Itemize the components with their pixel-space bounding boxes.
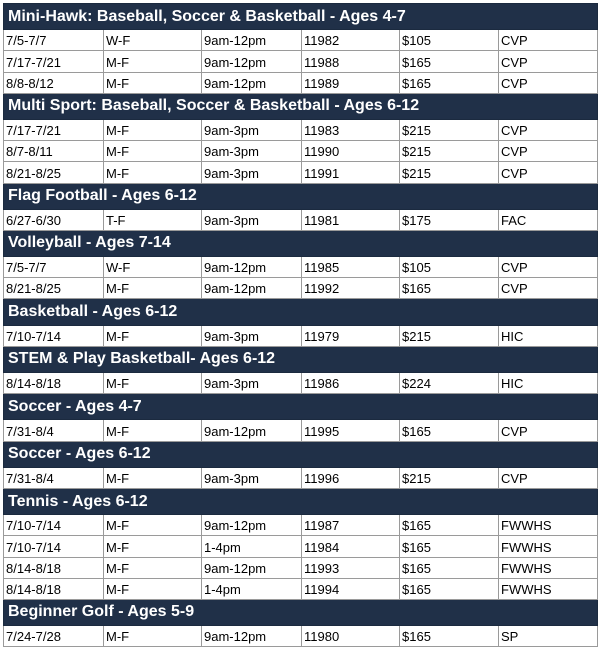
section-header-row	[4, 394, 598, 420]
date-cell: 8/8-8/12	[4, 72, 104, 93]
price-cell: $165	[400, 515, 499, 536]
section-header-row	[4, 599, 598, 625]
days-cell: M-F	[104, 373, 202, 394]
table-row	[4, 420, 598, 441]
days-cell: T-F	[104, 209, 202, 230]
section-title: Basketball - Ages 6-12	[4, 299, 598, 325]
price-cell: $165	[400, 278, 499, 299]
section-title: Beginner Golf - Ages 5-9	[4, 599, 598, 625]
price-cell: $105	[400, 257, 499, 278]
table-row	[4, 162, 598, 183]
date-cell: 8/21-8/25	[4, 162, 104, 183]
location-cell: CVP	[499, 51, 598, 72]
table-row	[4, 72, 598, 93]
table-row	[4, 578, 598, 599]
price-cell: $215	[400, 467, 499, 488]
course-number-cell: 11981	[302, 209, 400, 230]
table-row	[4, 278, 598, 299]
section-header-row	[4, 346, 598, 372]
time-cell: 9am-12pm	[202, 51, 302, 72]
time-cell: 9am-12pm	[202, 72, 302, 93]
section-title: Soccer - Ages 6-12	[4, 441, 598, 467]
course-number-cell: 11980	[302, 626, 400, 647]
table-row	[4, 257, 598, 278]
date-cell: 7/5-7/7	[4, 257, 104, 278]
time-cell: 9am-12pm	[202, 626, 302, 647]
time-cell: 9am-3pm	[202, 325, 302, 346]
section-header-row	[4, 183, 598, 209]
table-row	[4, 51, 598, 72]
price-cell: $215	[400, 325, 499, 346]
time-cell: 9am-12pm	[202, 515, 302, 536]
days-cell: M-F	[104, 162, 202, 183]
price-cell: $165	[400, 578, 499, 599]
time-cell: 9am-3pm	[202, 373, 302, 394]
location-cell: FWWHS	[499, 557, 598, 578]
date-cell: 7/10-7/14	[4, 515, 104, 536]
date-cell: 7/31-8/4	[4, 420, 104, 441]
section-header-row	[4, 4, 598, 30]
price-cell: $215	[400, 141, 499, 162]
section-header-row	[4, 230, 598, 256]
table-row	[4, 141, 598, 162]
price-cell: $165	[400, 72, 499, 93]
course-number-cell: 11992	[302, 278, 400, 299]
course-number-cell: 11986	[302, 373, 400, 394]
course-number-cell: 11989	[302, 72, 400, 93]
date-cell: 7/5-7/7	[4, 30, 104, 51]
price-cell: $175	[400, 209, 499, 230]
date-cell: 7/24-7/28	[4, 626, 104, 647]
date-cell: 7/10-7/14	[4, 325, 104, 346]
table-row	[4, 209, 598, 230]
location-cell: FWWHS	[499, 515, 598, 536]
table-row	[4, 626, 598, 647]
time-cell: 9am-12pm	[202, 420, 302, 441]
table-row	[4, 536, 598, 557]
table-row	[4, 557, 598, 578]
date-cell: 7/31-8/4	[4, 467, 104, 488]
time-cell: 9am-3pm	[202, 141, 302, 162]
date-cell: 7/17-7/21	[4, 119, 104, 140]
location-cell: CVP	[499, 162, 598, 183]
section-header-row	[4, 299, 598, 325]
location-cell: CVP	[499, 420, 598, 441]
location-cell: CVP	[499, 119, 598, 140]
time-cell: 9am-12pm	[202, 278, 302, 299]
days-cell: M-F	[104, 119, 202, 140]
section-title: Volleyball - Ages 7-14	[4, 230, 598, 256]
date-cell: 8/14-8/18	[4, 373, 104, 394]
days-cell: M-F	[104, 141, 202, 162]
location-cell: FWWHS	[499, 536, 598, 557]
location-cell: CVP	[499, 30, 598, 51]
section-title: Multi Sport: Baseball, Soccer & Basketball - Ages 6-12	[4, 93, 598, 119]
date-cell: 8/14-8/18	[4, 557, 104, 578]
course-number-cell: 11983	[302, 119, 400, 140]
price-cell: $165	[400, 51, 499, 72]
days-cell: M-F	[104, 557, 202, 578]
time-cell: 9am-3pm	[202, 119, 302, 140]
location-cell: CVP	[499, 141, 598, 162]
table-row	[4, 30, 598, 51]
time-cell: 1-4pm	[202, 536, 302, 557]
date-cell: 7/17-7/21	[4, 51, 104, 72]
date-cell: 7/10-7/14	[4, 536, 104, 557]
days-cell: M-F	[104, 536, 202, 557]
course-number-cell: 11995	[302, 420, 400, 441]
price-cell: $105	[400, 30, 499, 51]
table-row	[4, 467, 598, 488]
section-title: Tennis - Ages 6-12	[4, 488, 598, 514]
section-title: STEM & Play Basketball- Ages 6-12	[4, 346, 598, 372]
table-row	[4, 119, 598, 140]
location-cell: FWWHS	[499, 578, 598, 599]
location-cell: HIC	[499, 373, 598, 394]
price-cell: $215	[400, 119, 499, 140]
section-title: Soccer - Ages 4-7	[4, 394, 598, 420]
time-cell: 9am-3pm	[202, 162, 302, 183]
table-row	[4, 325, 598, 346]
days-cell: W-F	[104, 257, 202, 278]
price-cell: $224	[400, 373, 499, 394]
course-number-cell: 11988	[302, 51, 400, 72]
days-cell: M-F	[104, 72, 202, 93]
location-cell: CVP	[499, 278, 598, 299]
table-row	[4, 373, 598, 394]
section-title: Mini-Hawk: Baseball, Soccer & Basketball - Ages 4-7	[4, 4, 598, 30]
days-cell: M-F	[104, 515, 202, 536]
days-cell: M-F	[104, 467, 202, 488]
course-number-cell: 11990	[302, 141, 400, 162]
camp-schedule-table	[3, 3, 598, 647]
price-cell: $165	[400, 557, 499, 578]
days-cell: M-F	[104, 325, 202, 346]
location-cell: CVP	[499, 72, 598, 93]
course-number-cell: 11984	[302, 536, 400, 557]
course-number-cell: 11993	[302, 557, 400, 578]
time-cell: 9am-12pm	[202, 30, 302, 51]
section-header-row	[4, 488, 598, 514]
course-number-cell: 11994	[302, 578, 400, 599]
table-row	[4, 515, 598, 536]
course-number-cell: 11985	[302, 257, 400, 278]
date-cell: 6/27-6/30	[4, 209, 104, 230]
location-cell: CVP	[499, 467, 598, 488]
course-number-cell: 11991	[302, 162, 400, 183]
days-cell: M-F	[104, 51, 202, 72]
date-cell: 8/14-8/18	[4, 578, 104, 599]
course-number-cell: 11996	[302, 467, 400, 488]
location-cell: SP	[499, 626, 598, 647]
price-cell: $165	[400, 536, 499, 557]
date-cell: 8/21-8/25	[4, 278, 104, 299]
course-number-cell: 11987	[302, 515, 400, 536]
days-cell: M-F	[104, 420, 202, 441]
time-cell: 9am-3pm	[202, 467, 302, 488]
section-title: Flag Football - Ages 6-12	[4, 183, 598, 209]
days-cell: M-F	[104, 626, 202, 647]
days-cell: M-F	[104, 278, 202, 299]
time-cell: 9am-12pm	[202, 257, 302, 278]
location-cell: HIC	[499, 325, 598, 346]
price-cell: $165	[400, 420, 499, 441]
time-cell: 9am-12pm	[202, 557, 302, 578]
price-cell: $165	[400, 626, 499, 647]
days-cell: W-F	[104, 30, 202, 51]
location-cell: CVP	[499, 257, 598, 278]
section-header-row	[4, 441, 598, 467]
days-cell: M-F	[104, 578, 202, 599]
course-number-cell: 11982	[302, 30, 400, 51]
time-cell: 1-4pm	[202, 578, 302, 599]
course-number-cell: 11979	[302, 325, 400, 346]
section-header-row	[4, 93, 598, 119]
time-cell: 9am-3pm	[202, 209, 302, 230]
location-cell: FAC	[499, 209, 598, 230]
price-cell: $215	[400, 162, 499, 183]
date-cell: 8/7-8/11	[4, 141, 104, 162]
